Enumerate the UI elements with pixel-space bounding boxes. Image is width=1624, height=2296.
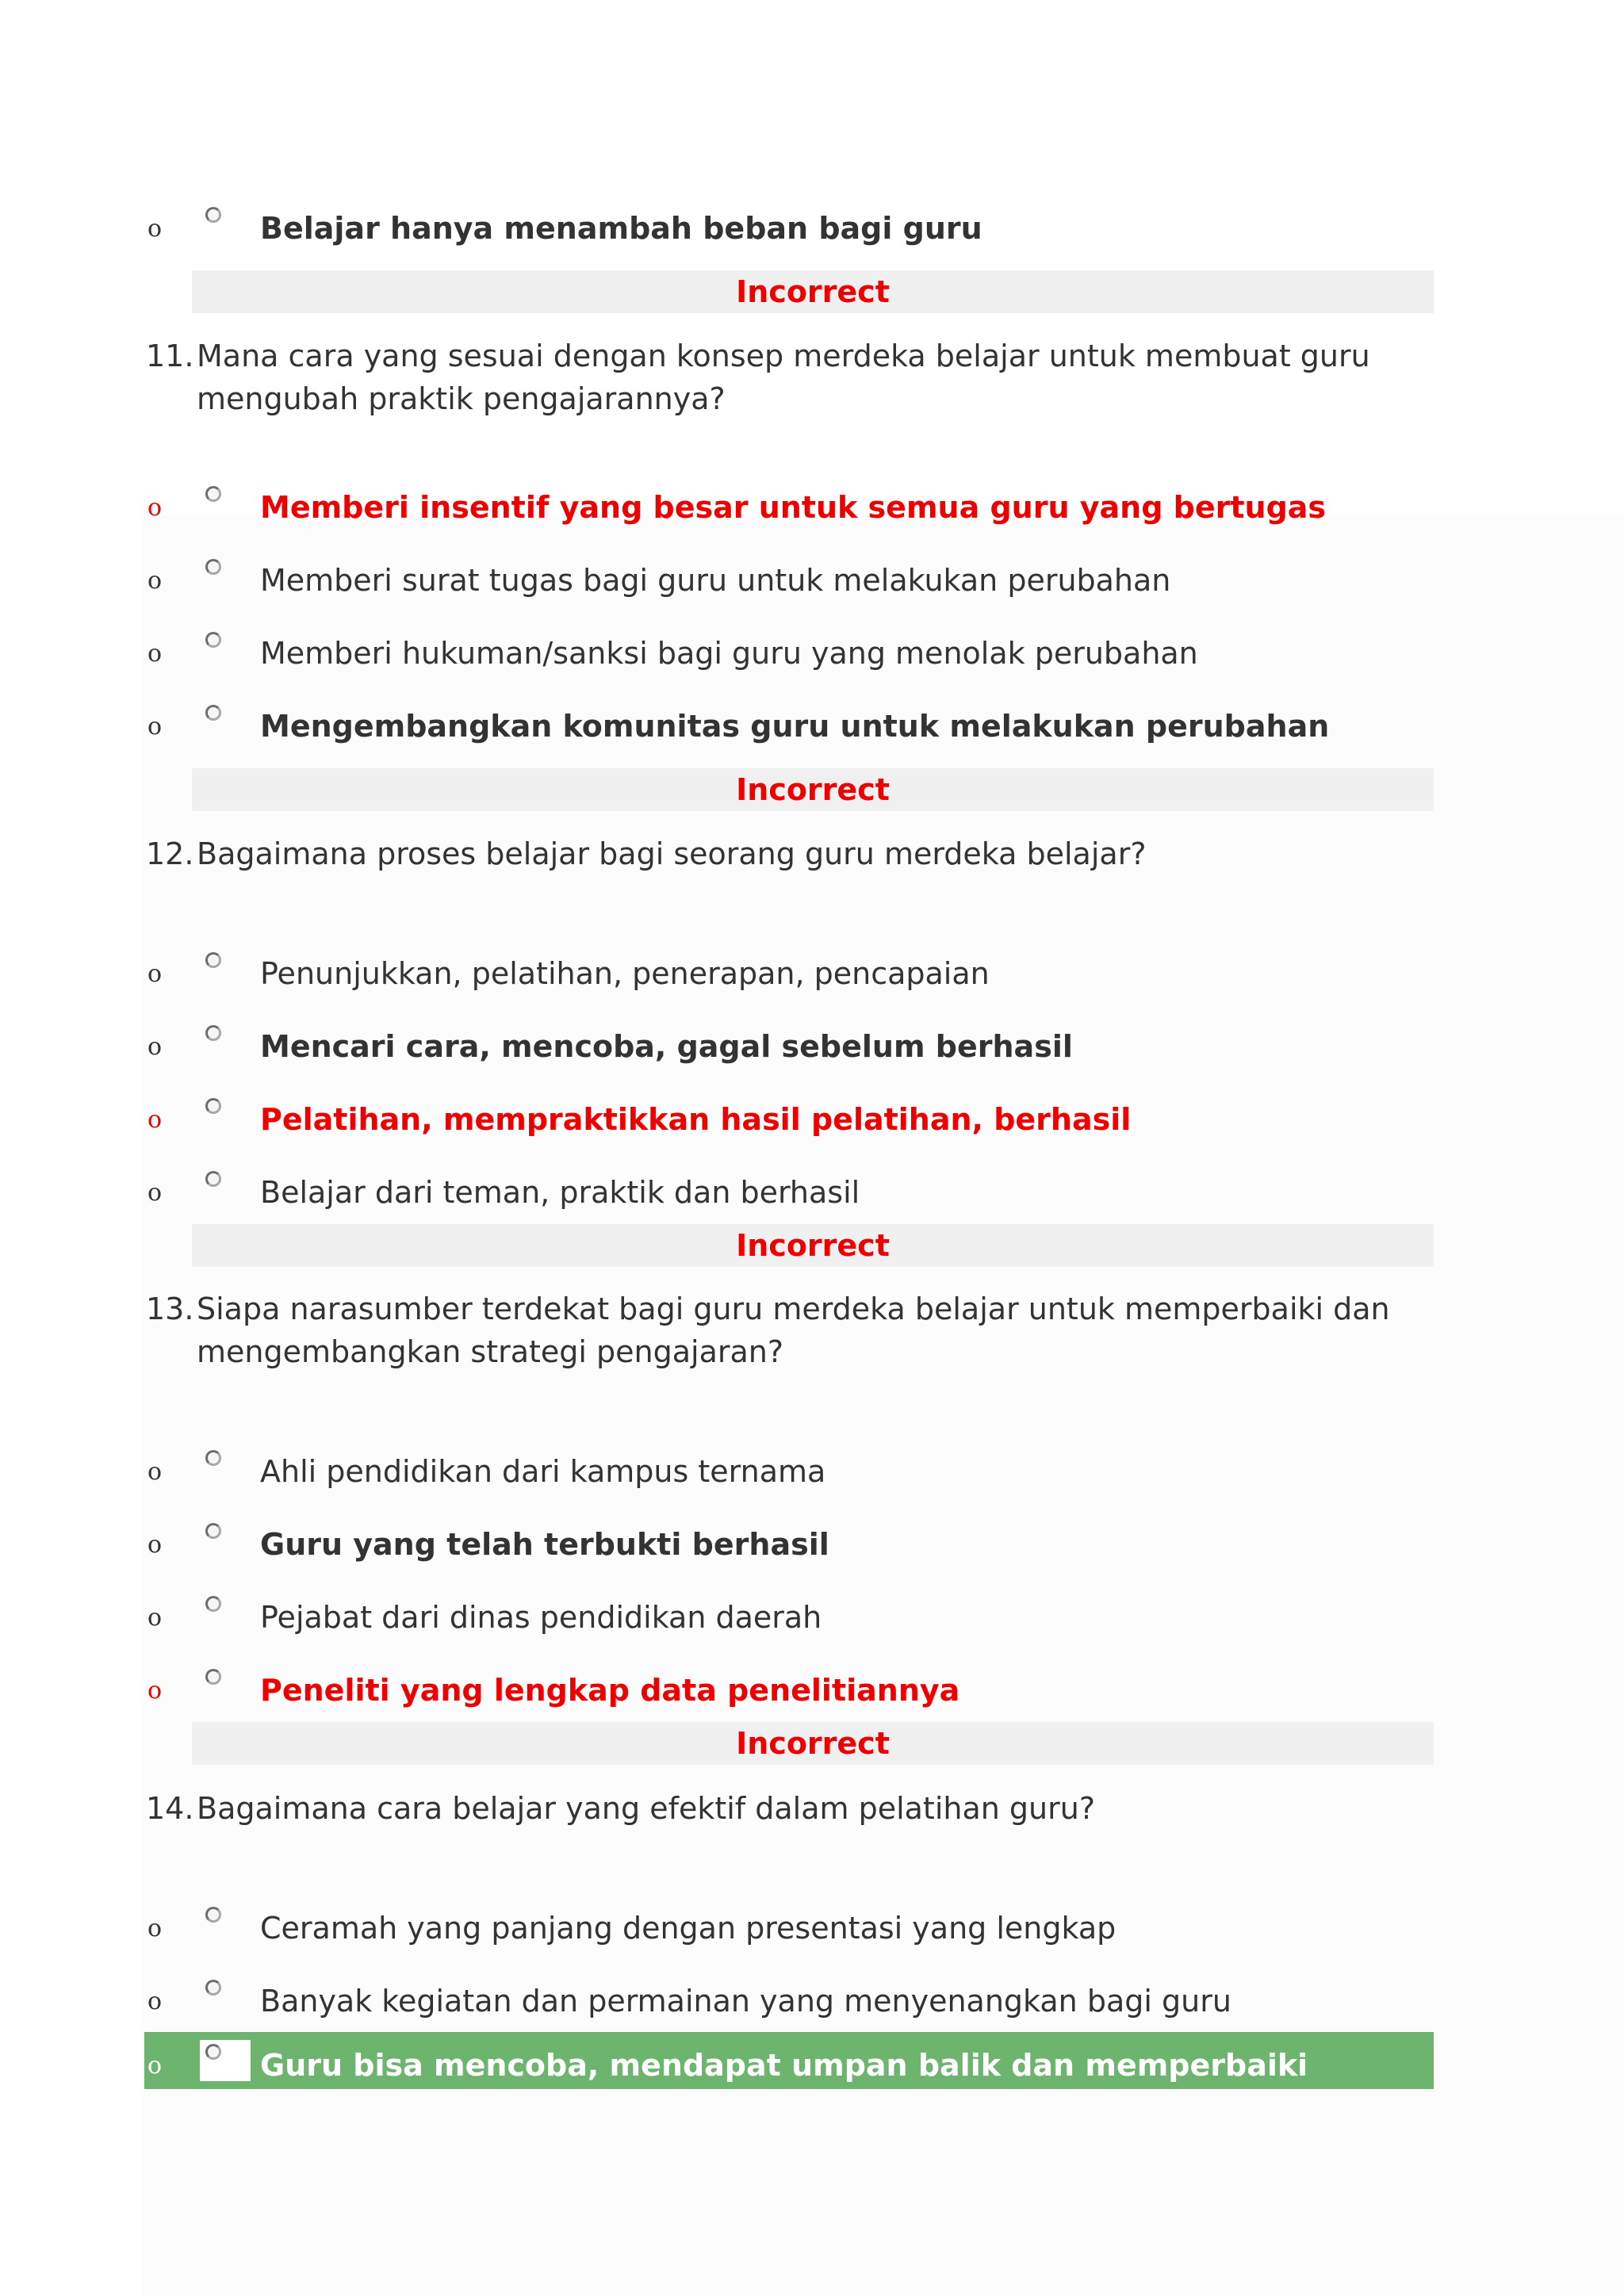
list-bullet: o	[147, 1915, 163, 1942]
option-label: Memberi insentif yang besar untuk semua guru yang bertugas	[260, 490, 1327, 525]
option-q13-4[interactable]	[144, 1657, 1434, 1714]
radio-circle-icon	[205, 1523, 221, 1539]
option-label: Guru bisa mencoba, mendapat umpan balik dan memperbaiki	[260, 2048, 1308, 2083]
option-label: Guru yang telah terbukti berhasil	[260, 1527, 829, 1562]
option-q11-1[interactable]	[144, 474, 1434, 531]
list-bullet: o	[147, 1604, 163, 1632]
option-label: Peneliti yang lengkap data penelitiannya	[260, 1673, 960, 1708]
list-bullet: o	[147, 1677, 163, 1705]
feedback-incorrect-q12: Incorrect	[192, 1224, 1434, 1267]
radio-circle-icon	[205, 486, 221, 502]
list-bullet: o	[147, 1106, 163, 1134]
list-bullet: o	[147, 713, 163, 740]
radio-circle-icon	[205, 1669, 221, 1685]
option-label: Belajar hanya menambah beban bagi guru	[260, 211, 982, 246]
option-q13-2[interactable]	[144, 1511, 1434, 1568]
option-q12-3[interactable]	[144, 1086, 1434, 1143]
option-q11-3[interactable]	[144, 620, 1434, 677]
radio-button[interactable]	[200, 203, 251, 244]
radio-button[interactable]	[200, 1903, 251, 1944]
list-bullet: o	[147, 1458, 163, 1486]
radio-button[interactable]	[200, 1021, 251, 1062]
feedback-incorrect-q13: Incorrect	[192, 1722, 1434, 1765]
option-q12-1[interactable]	[144, 940, 1434, 997]
radio-button[interactable]	[200, 1094, 251, 1135]
radio-circle-icon	[205, 1025, 221, 1041]
radio-button[interactable]	[200, 948, 251, 989]
option-q14-3-correct-selected[interactable]	[144, 2032, 1434, 2089]
radio-button[interactable]	[200, 482, 251, 523]
option-label: Ceramah yang panjang dengan presentasi yang lengkap	[260, 1911, 1116, 1946]
radio-circle-icon	[205, 1907, 221, 1923]
list-bullet: o	[147, 640, 163, 668]
option-label: Penunjukkan, pelatihan, penerapan, pencapaian	[260, 956, 990, 991]
option-q14-1[interactable]	[144, 1895, 1434, 1952]
radio-button[interactable]	[200, 1519, 251, 1560]
option-label: Pelatihan, mempraktikkan hasil pelatihan, berhasil	[260, 1102, 1132, 1137]
question-text: Bagaimana proses belajar bagi seorang guru merdeka belajar?	[197, 836, 1147, 871]
radio-button[interactable]	[200, 628, 251, 669]
option-q13-1[interactable]	[144, 1438, 1434, 1495]
radio-button[interactable]	[200, 1976, 251, 2017]
question-number: 12.	[146, 836, 194, 871]
option-q14-2[interactable]	[144, 1968, 1434, 2025]
question-14	[146, 1787, 1446, 1830]
question-text: Bagaimana cara belajar yang efektif dalam pelatihan guru?	[197, 1791, 1096, 1826]
option-q10-4[interactable]	[144, 195, 1434, 252]
list-bullet: o	[147, 2052, 163, 2080]
option-q12-4[interactable]	[144, 1159, 1434, 1216]
option-q11-4[interactable]	[144, 693, 1434, 750]
list-bullet: o	[147, 1988, 163, 2015]
radio-circle-icon	[205, 1098, 221, 1114]
list-bullet: o	[147, 567, 163, 595]
option-label: Mengembangkan komunitas guru untuk melakukan perubahan	[260, 709, 1330, 744]
option-label: Memberi hukuman/sanksi bagi guru yang menolak perubahan	[260, 636, 1198, 671]
radio-button[interactable]	[200, 701, 251, 742]
radio-button[interactable]	[200, 1665, 251, 1706]
question-number: 13.	[146, 1292, 194, 1326]
radio-circle-icon	[205, 705, 221, 721]
option-label: Banyak kegiatan dan permainan yang menyenangkan bagi guru	[260, 1984, 1231, 2019]
question-13	[146, 1288, 1446, 1373]
option-label: Memberi surat tugas bagi guru untuk melakukan perubahan	[260, 563, 1171, 598]
list-bullet: o	[147, 1033, 163, 1061]
list-bullet: o	[147, 960, 163, 988]
radio-button[interactable]	[200, 555, 251, 596]
question-text: Siapa narasumber terdekat bagi guru merdeka belajar untuk memperbaiki dan mengembangkan strategi pengajaran?	[197, 1292, 1390, 1369]
list-bullet: o	[147, 1179, 163, 1207]
radio-circle-icon	[205, 632, 221, 648]
radio-circle-icon	[205, 1450, 221, 1466]
radio-circle-icon	[205, 952, 221, 968]
radio-circle-icon	[205, 559, 221, 575]
list-bullet: o	[147, 215, 163, 243]
option-q11-2[interactable]	[144, 547, 1434, 604]
radio-button[interactable]	[200, 1592, 251, 1633]
radio-circle-icon	[205, 1171, 221, 1187]
list-bullet: o	[147, 1531, 163, 1559]
radio-circle-icon	[205, 1596, 221, 1612]
question-12	[146, 832, 1446, 875]
question-11	[146, 335, 1446, 420]
list-bullet: o	[147, 494, 163, 522]
option-q12-2[interactable]	[144, 1013, 1434, 1070]
option-q13-3[interactable]	[144, 1584, 1434, 1641]
question-text: Mana cara yang sesuai dengan konsep merdeka belajar untuk membuat guru mengubah praktik pengajarannya?	[197, 339, 1370, 416]
radio-button[interactable]	[200, 2040, 251, 2081]
feedback-incorrect-q11: Incorrect	[192, 768, 1434, 811]
question-number: 11.	[146, 339, 194, 373]
radio-circle-icon	[205, 207, 221, 223]
option-label: Belajar dari teman, praktik dan berhasil	[260, 1175, 860, 1210]
option-label: Ahli pendidikan dari kampus ternama	[260, 1454, 826, 1489]
option-label: Mencari cara, mencoba, gagal sebelum berhasil	[260, 1029, 1073, 1064]
option-label: Pejabat dari dinas pendidikan daerah	[260, 1600, 822, 1635]
radio-circle-icon	[205, 2044, 221, 2060]
radio-circle-icon	[205, 1980, 221, 1996]
feedback-incorrect-q10: Incorrect	[192, 270, 1434, 313]
question-number: 14.	[146, 1791, 194, 1826]
radio-button[interactable]	[200, 1167, 251, 1208]
radio-button[interactable]	[200, 1446, 251, 1487]
